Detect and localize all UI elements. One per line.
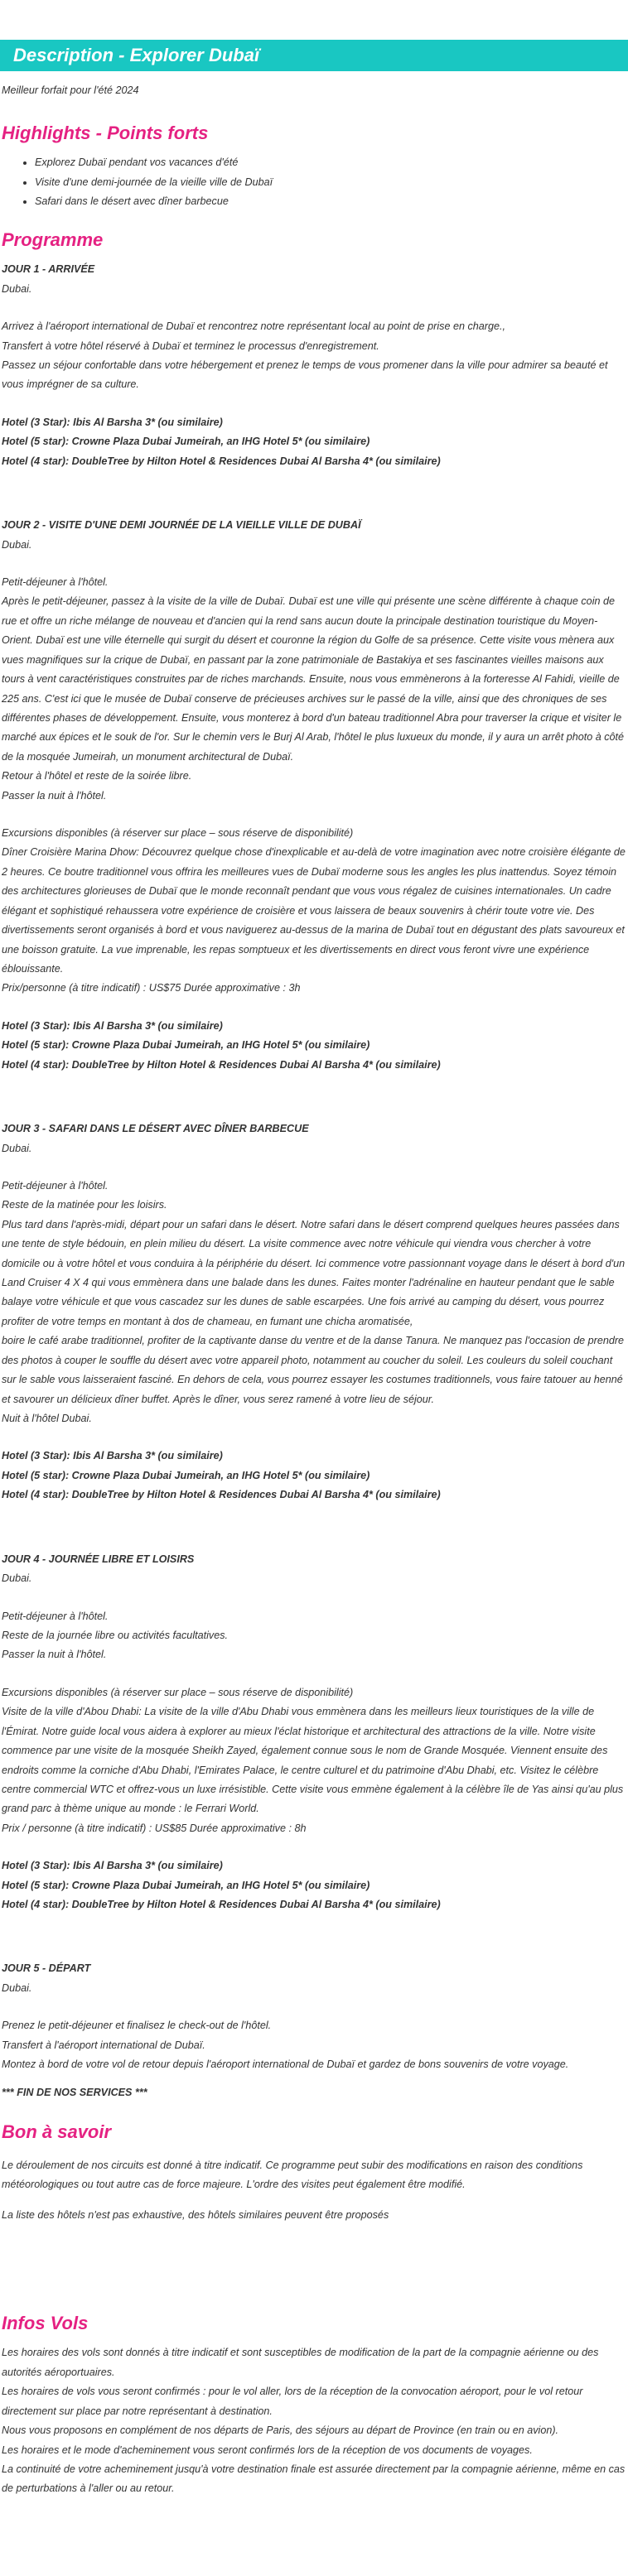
- spacer: [2, 1838, 626, 1856]
- infos-vols-heading: Infos Vols: [2, 2312, 89, 2333]
- programme-days: [2, 260, 626, 2074]
- spacer: [2, 1158, 626, 1177]
- day-description: [2, 2016, 626, 2074]
- excursion-paragraph: Excursions disponibles (à réserver sur place – sous réserve de disponibilité): [2, 1686, 354, 1698]
- day-city: Dubai.: [2, 282, 32, 295]
- infos-vols-text: [2, 2343, 626, 2498]
- highlights-list: [2, 153, 626, 211]
- hotel-line: Hotel (3 Star): Ibis Al Barsha 3* (ou similaire): [2, 1450, 223, 1462]
- page-subtitle: Meilleur forfait pour l'été 2024: [2, 84, 139, 96]
- day-paragraph: Transfert à votre hôtel réservé à Dubaï et terminez le processus d'enregistrement.: [2, 339, 379, 352]
- day-description: [2, 1177, 626, 1428]
- day-paragraph: Arrivez à l'aéroport international de Dubaï et rencontrez notre représentant local au point de prise en charge.,: [2, 320, 505, 333]
- bon-a-savoir-paragraph: Le déroulement de nos circuits est donné à titre indicatif. Ce programme peut subir des modifications en raison des conditions météorologiques ou tout autre cas de force majeure. L'ordre des visites peut également être modifié.: [2, 2159, 583, 2190]
- hotel-line: Hotel (4 star): DoubleTree by Hilton Hotel & Residences Dubai Al Barsha 4* (ou similaire): [2, 1058, 441, 1071]
- excursion-paragraph: Visite de la ville d'Abou Dhabi: La visite de la ville d'Abu Dhabi vous emmènera dans les meilleurs lieux touristiques de la ville de l'Émirat. Notre guide local vous aidera à explorer au mieux l'éclat historique et architectural des attractions de la ville. Notre visite commence par une visite de la mosquée Sheikh Zayed, également connue sous le nom de Grande Mosquée. Viennent ensuite des endroits comme la corniche d'Abu Dhabi, l'Emirates Palace, le centre culturel et du patrimoine d'Abu Dhabi, etc. Visitez le célèbre centre commercial WTC et offrez-vous un luxe irrésistible. Cette visite vous emmène également à la célèbre île de Yas ainsi qu'au plus grand parc à thème unique au monde : le Ferrari World.: [2, 1706, 624, 1815]
- infos-vols-line: Les horaires des vols sont donnés à titre indicatif et sont susceptibles de modification de la part de la compagnie aérienne ou des autorités aéroportuaires.: [2, 2347, 599, 2378]
- day-paragraph: Passez un séjour confortable dans votre hébergement et prenez le temps de vous promener dans la ville pour admirer sa beauté et vous imprégner de sa culture.: [2, 359, 608, 391]
- hotel-line: Hotel (4 star): DoubleTree by Hilton Hotel & Residences Dubai Al Barsha 4* (ou similaire): [2, 455, 441, 467]
- day-paragraph: Montez à bord de votre vol de retour depuis l'aéroport international de Dubaï et gardez de bons souvenirs de votre voyage.: [2, 2058, 569, 2071]
- hotel-line: Hotel (3 Star): Ibis Al Barsha 3* (ou similaire): [2, 1019, 223, 1032]
- hotel-line: Hotel (5 star): Crowne Plaza Dubai Jumeirah, an IHG Hotel 5* (ou similaire): [2, 1039, 370, 1052]
- bon-a-savoir-paragraph: La liste des hôtels n'est pas exhaustive, des hôtels similaires peuvent être proposés: [2, 2209, 389, 2222]
- day-paragraph: Prenez le petit-déjeuner et finalisez le check-out de l'hôtel.: [2, 2020, 272, 2032]
- infos-vols-line: Nous vous proposons en complément de nos départs de Paris, des séjours au départ de Province (en train ou en avion).: [2, 2424, 559, 2437]
- day-paragraph: Petit-déjeuner à l'hôtel.: [2, 1610, 109, 1622]
- day-title: JOUR 5 - DÉPART: [2, 1962, 91, 1975]
- day-city: Dubai.: [2, 538, 32, 551]
- end-of-services-note: *** FIN DE NOS SERVICES ***: [2, 2086, 147, 2098]
- highlights-heading: Highlights - Points forts: [2, 122, 209, 143]
- hotel-list: [2, 1447, 626, 1505]
- excursion-paragraph: Prix/personne (à titre indicatif) : US$75 Durée approximative : 3h: [2, 982, 301, 994]
- bon-a-savoir-heading: Bon à savoir: [2, 2121, 112, 2142]
- hotel-line: Hotel (5 star): Crowne Plaza Dubai Jumeirah, an IHG Hotel 5* (ou similaire): [2, 1469, 370, 1481]
- day-paragraph: Passer la nuit à l'hôtel.: [2, 1649, 107, 1661]
- day-paragraph: Petit-déjeuner à l'hôtel.: [2, 575, 109, 588]
- spacer: [2, 479, 626, 516]
- page-title-banner: Description - Explorer Dubaï: [0, 40, 628, 71]
- spacer: [2, 1514, 626, 1550]
- day-title: JOUR 4 - JOURNÉE LIBRE ET LOISIRS: [2, 1553, 195, 1565]
- day-paragraph: Petit-déjeuner à l'hôtel.: [2, 1179, 109, 1192]
- spacer: [2, 395, 626, 413]
- hotel-line: Hotel (3 Star): Ibis Al Barsha 3* (ou similaire): [2, 1860, 223, 1872]
- programme-heading: Programme: [2, 229, 104, 250]
- highlight-item: • Safari dans le désert avec dîner barbecue: [35, 192, 626, 211]
- highlight-item: • Visite d'une demi-journée de la vieille ville de Dubaï: [35, 173, 626, 192]
- day-paragraph: Nuit à l'hôtel Dubai.: [2, 1413, 92, 1425]
- spacer: [2, 1998, 626, 2016]
- spacer: [2, 1665, 626, 1683]
- infos-vols-line: Les horaires et le mode d'acheminement vous seront confirmés lors de la réception de vos documents de voyages.: [2, 2444, 533, 2456]
- infos-vols-line: Les horaires de vols vous seront confirmés : pour le vol aller, lors de la réception de la convocation aéroport, pour le vol retour directement sur place par notre représentant à destination.: [2, 2386, 583, 2417]
- day-block: [2, 479, 626, 1075]
- day-paragraph: Reste de la matinée pour les loisirs.: [2, 1199, 167, 1211]
- day-paragraph: Transfert à l'aéroport international de Dubaï.: [2, 2039, 205, 2051]
- day-paragraph: Après le petit-déjeuner, passez à la visite de la ville de Dubaï. Dubaï est une ville qui présente une scène différente à chaque coin de rue et offre un riche mélange de nouveau et d'ancien qui la rend sans aucun doute la principale destination touristique du Moyen-Orient. Dubaï est une ville éternelle qui surgit du désert et couronne la région du Golfe de sa présence. Cette visite vous mènera aux vues magnifiques sur la crique de Dubaï, en passant par la zone patrimoniale de Bastakiya et ses fascinantes vieilles maisons aux tours à vent caractéristiques construites par de riches marchands. Ensuite, nous vous emmènerons à la forteresse Al Fahidi, vieille de 225 ans. C'est ici que le musée de Dubaï conserve de précieuses archives sur le passé de la ville, ainsi que des chroniques de ses différentes phases de développement. Ensuite, vous monterez à bord d'un bateau traditionnel Abra pour traverser la crique et visiter le marché aux épices et le souk de l'or. Sur le chemin vers le Burj Al Arab, l'hôtel le plus luxueux du monde, il y aura un arrêt photo à côté de la mosquée Jumeirah, un monument architectural de Dubaï.: [2, 595, 625, 763]
- hotel-list: [2, 1856, 626, 1914]
- day-block: [2, 260, 626, 471]
- optional-excursions: [2, 1683, 626, 1838]
- hotel-line: Hotel (5 star): Crowne Plaza Dubai Jumeirah, an IHG Hotel 5* (ou similaire): [2, 1879, 370, 1891]
- day-title: JOUR 2 - VISITE D'UNE DEMI JOURNÉE DE LA VIEILLE VILLE DE DUBAÏ: [2, 519, 361, 532]
- infos-vols-line: La continuité de votre acheminement jusqu'à votre destination finale est assurée directement par la compagnie aérienne, même en cas de perturbations à l'aller ou au retour.: [2, 2463, 626, 2495]
- spacer: [2, 1589, 626, 1607]
- spacer: [2, 1428, 626, 1447]
- highlight-item: • Explorez Dubaï pendant vos vacances d'été: [35, 153, 626, 172]
- day-paragraph: Reste de la journée libre ou activités facultatives.: [2, 1629, 229, 1641]
- spacer: [2, 555, 626, 573]
- day-description: [2, 1607, 626, 1665]
- content: [0, 83, 628, 2499]
- day-description: [2, 573, 626, 806]
- day-title: JOUR 1 - ARRIVÉE: [2, 263, 95, 276]
- hotel-list: [2, 413, 626, 471]
- day-description: [2, 317, 626, 395]
- day-paragraph: Plus tard dans l'après-midi, départ pour un safari dans le désert. Notre safari dans le désert comprend quelques heures passées dans une tente de style bédouin, en plein milieu du désert. La visite commence avec notre véhicule qui viendra vous chercher à votre domicile ou à votre hôtel et vous conduira à la périphérie du désert. Ici commence votre passionnant voyage dans le désert à bord d'un Land Cruiser 4 X 4 qui vous emmènera dans une balade dans les dunes. Faites monter l'adrénaline en hauteur pendant que le sable balaye votre véhicule et que vous cascadez sur les dunes de sable escarpées. Une fois arrivé au camping du désert, vous pourrez profiter de votre temps en montant à dos de chameau, en fumant une chicha aromatisée,: [2, 1218, 626, 1327]
- excursion-paragraph: Prix / personne (à titre indicatif) : US$85 Durée approximative : 8h: [2, 1822, 307, 1834]
- day-city: Dubai.: [2, 1981, 32, 1994]
- spacer: [2, 1083, 626, 1119]
- hotel-list: [2, 1017, 626, 1075]
- day-paragraph: Retour à l'hôtel et reste de la soirée libre.: [2, 770, 192, 782]
- spacer: [2, 999, 626, 1017]
- day-title: JOUR 3 - SAFARI DANS LE DÉSERT AVEC DÎNER BARBECUE: [2, 1123, 309, 1135]
- day-city: Dubai.: [2, 1572, 32, 1585]
- day-block: [2, 1083, 626, 1505]
- hotel-line: Hotel (4 star): DoubleTree by Hilton Hotel & Residences Dubai Al Barsha 4* (ou similaire): [2, 1899, 441, 1911]
- optional-excursions: [2, 824, 626, 999]
- day-paragraph: Passer la nuit à l'hôtel.: [2, 789, 107, 802]
- day-city: Dubai.: [2, 1142, 32, 1154]
- day-block: [2, 1923, 626, 2074]
- excursion-paragraph: Excursions disponibles (à réserver sur place – sous réserve de disponibilité): [2, 827, 354, 840]
- spacer: [2, 806, 626, 824]
- excursion-paragraph: Dîner Croisière Marina Dhow: Découvrez quelque chose d'inexplicable et au-delà de votre imagination avec notre croisière élégante de 2 heures. Ce boutre traditionnel vous offrira les meilleures vues de Dubaï moderne sous les angles les plus inattendus. Soyez témoin des architectures glorieuses de Dubaï que le monde reconnaît pendant que vous vous régalez de cuisines internationales. Un cadre élégant et sophistiqué rehaussera votre expérience de croisière et vous laissera de beaux souvenirs à chérir toute votre vie. Des divertissements seront organisés à bord et vous naviguerez au-dessus de la marina de Dubaï tout en dégustant des plats savoureux et une boisson gratuite. La vue imprenable, les repas somptueux et les divertissements en direct vous feront vivre une expérience éblouissante.: [2, 846, 626, 975]
- day-paragraph: boire le café arabe traditionnel, profiter de la captivante danse du ventre et de la danse Tanura. Ne manquez pas l'occasion de prendre des photos à couper le souffle du désert avec votre appareil photo, notamment au coucher du soleil. Les couleurs du soleil couchant sur le sable vous laisseraient fasciné. En dehors de cela, vous pourrez essayer les costumes traditionnels, vous faire tatouer au henné et savourer un délicieux dîner buffet. Après le dîner, vous serez ramené à votre lieu de séjour.: [2, 1335, 625, 1405]
- spacer: [2, 1923, 626, 1959]
- hotel-line: Hotel (5 star): Crowne Plaza Dubai Jumeirah, an IHG Hotel 5* (ou similaire): [2, 436, 370, 448]
- day-block: [2, 1514, 626, 1915]
- hotel-line: Hotel (3 Star): Ibis Al Barsha 3* (ou similaire): [2, 416, 223, 428]
- hotel-line: Hotel (4 star): DoubleTree by Hilton Hotel & Residences Dubai Al Barsha 4* (ou similaire): [2, 1489, 441, 1501]
- spacer: [2, 299, 626, 317]
